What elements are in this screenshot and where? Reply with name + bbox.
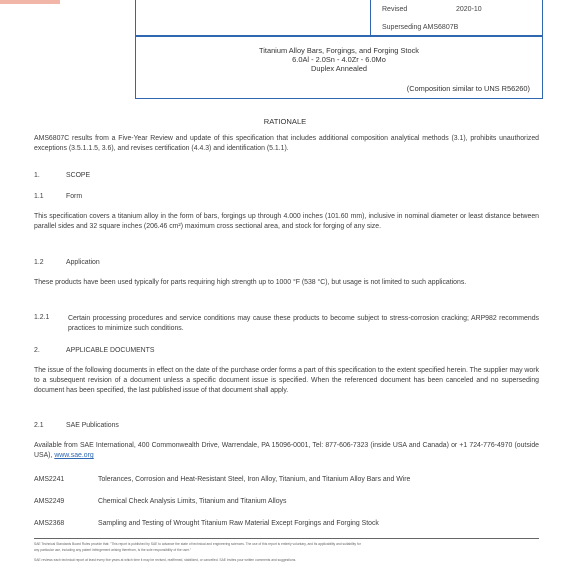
- reference-code: AMS2241: [34, 476, 65, 483]
- title-line-1: Titanium Alloy Bars, Forgings, and Forging Stock: [259, 46, 419, 55]
- reference-code: AMS2249: [34, 498, 65, 505]
- section-number: 1.2.1: [34, 314, 50, 321]
- footer-line-3: SAE reviews each technical report at least every five years at which time it may be revised, reaffirmed, stabilized, or cancelled. SAE invites your written comments and suggestions.: [34, 558, 297, 562]
- section-number: 2.1: [34, 422, 44, 429]
- reference-description: Tolerances, Corrosion and Heat-Resistant Steel, Iron Alloy, Titanium, and Titanium Alloy Bars and Wire: [98, 476, 411, 483]
- revised-date: 2020-10: [456, 6, 482, 13]
- section-title: SCOPE: [66, 172, 91, 179]
- section-1-2-text: These products have been used typically for parts requiring high strength up to 1000 °F (538 °C), but usage is not limited to such applications.: [34, 279, 467, 286]
- section-number: 1.: [34, 172, 40, 179]
- section-1-2-1-text: Certain processing procedures and service conditions may cause these products to become subject to stress-corrosion cracking; ARP982 recommends practices to minimize such conditions.: [68, 315, 539, 333]
- header-logo-fragment: [0, 0, 60, 4]
- section-1-1-text: This specification covers a titanium alloy in the form of bars, forgings up through 4.000 inches (101.60 mm), inclusive in nominal diameter or least distance between parallel sides and 32 square inches (206.46 cm²) maximum cross sectional area, and stock for forging of any size.: [34, 213, 539, 231]
- rationale-heading: RATIONALE: [263, 117, 307, 126]
- reference-description: Chemical Check Analysis Limits, Titanium and Titanium Alloys: [98, 498, 287, 505]
- section-title: APPLICABLE DOCUMENTS: [66, 347, 155, 354]
- footer-line-1: SAE Technical Standards Board Rules provide that: "This report is published by SAE to advance the state of technical and engineering sciences. The use of this report is entirely voluntary, and its applicability and suitability for: [34, 542, 361, 546]
- section-2-text: The issue of the following documents in effect on the date of the purchase order forms a part of this specification to the extent specified herein. The supplier may work to a subsequent revision of a document unless a specific document issue is specified. When the referenced document has been canceled and no superseding document has been specified, the last published issue of that document shall apply.: [34, 367, 539, 395]
- document-title-box: [135, 36, 543, 99]
- section-number: 1.2: [34, 259, 44, 266]
- header-divider: [370, 0, 371, 36]
- footer-line-2: any particular use, including any patent infringement arising therefrom, is the sole responsibility of the user.": [34, 548, 191, 552]
- section-title: Application: [66, 259, 100, 266]
- section-number: 2.: [34, 347, 40, 354]
- title-line-2: 6.0Al - 2.0Sn - 4.0Zr - 6.0Mo: [292, 55, 386, 64]
- title-line-3: Duplex Annealed: [311, 64, 367, 73]
- title-line-4: (Composition similar to UNS R56260): [406, 84, 530, 93]
- header-meta-box: [135, 0, 543, 36]
- sae-address: Available from SAE International, 400 Commonwealth Drive, Warrendale, PA 15096-0001, Tel: 877-606-7323 (inside USA and Canada) or +1 724-776-4970 (outside USA),: [34, 442, 539, 460]
- reference-code: AMS2368: [34, 520, 65, 527]
- section-number: 1.1: [34, 193, 44, 200]
- footer-divider: [34, 538, 539, 539]
- superseding-note: Superseding AMS6807B: [382, 24, 459, 31]
- revised-label: Revised: [382, 6, 408, 13]
- rationale-text: AMS6807C results from a Five-Year Review and update of this specification that includes additional composition analytical methods (3.1), prohibits unauthorized exceptions (3.5.1.1.5, 3.6), and revises certification (4.4.3) and identification (5.1.1).: [34, 135, 539, 153]
- section-title: Form: [66, 193, 83, 200]
- section-title: SAE Publications: [66, 422, 119, 429]
- section-2-1-text: [34, 441, 539, 461]
- sae-website-link[interactable]: www.sae.org: [54, 452, 94, 460]
- reference-description: Sampling and Testing of Wrought Titanium Raw Material Except Forgings and Forging Stock: [98, 520, 379, 527]
